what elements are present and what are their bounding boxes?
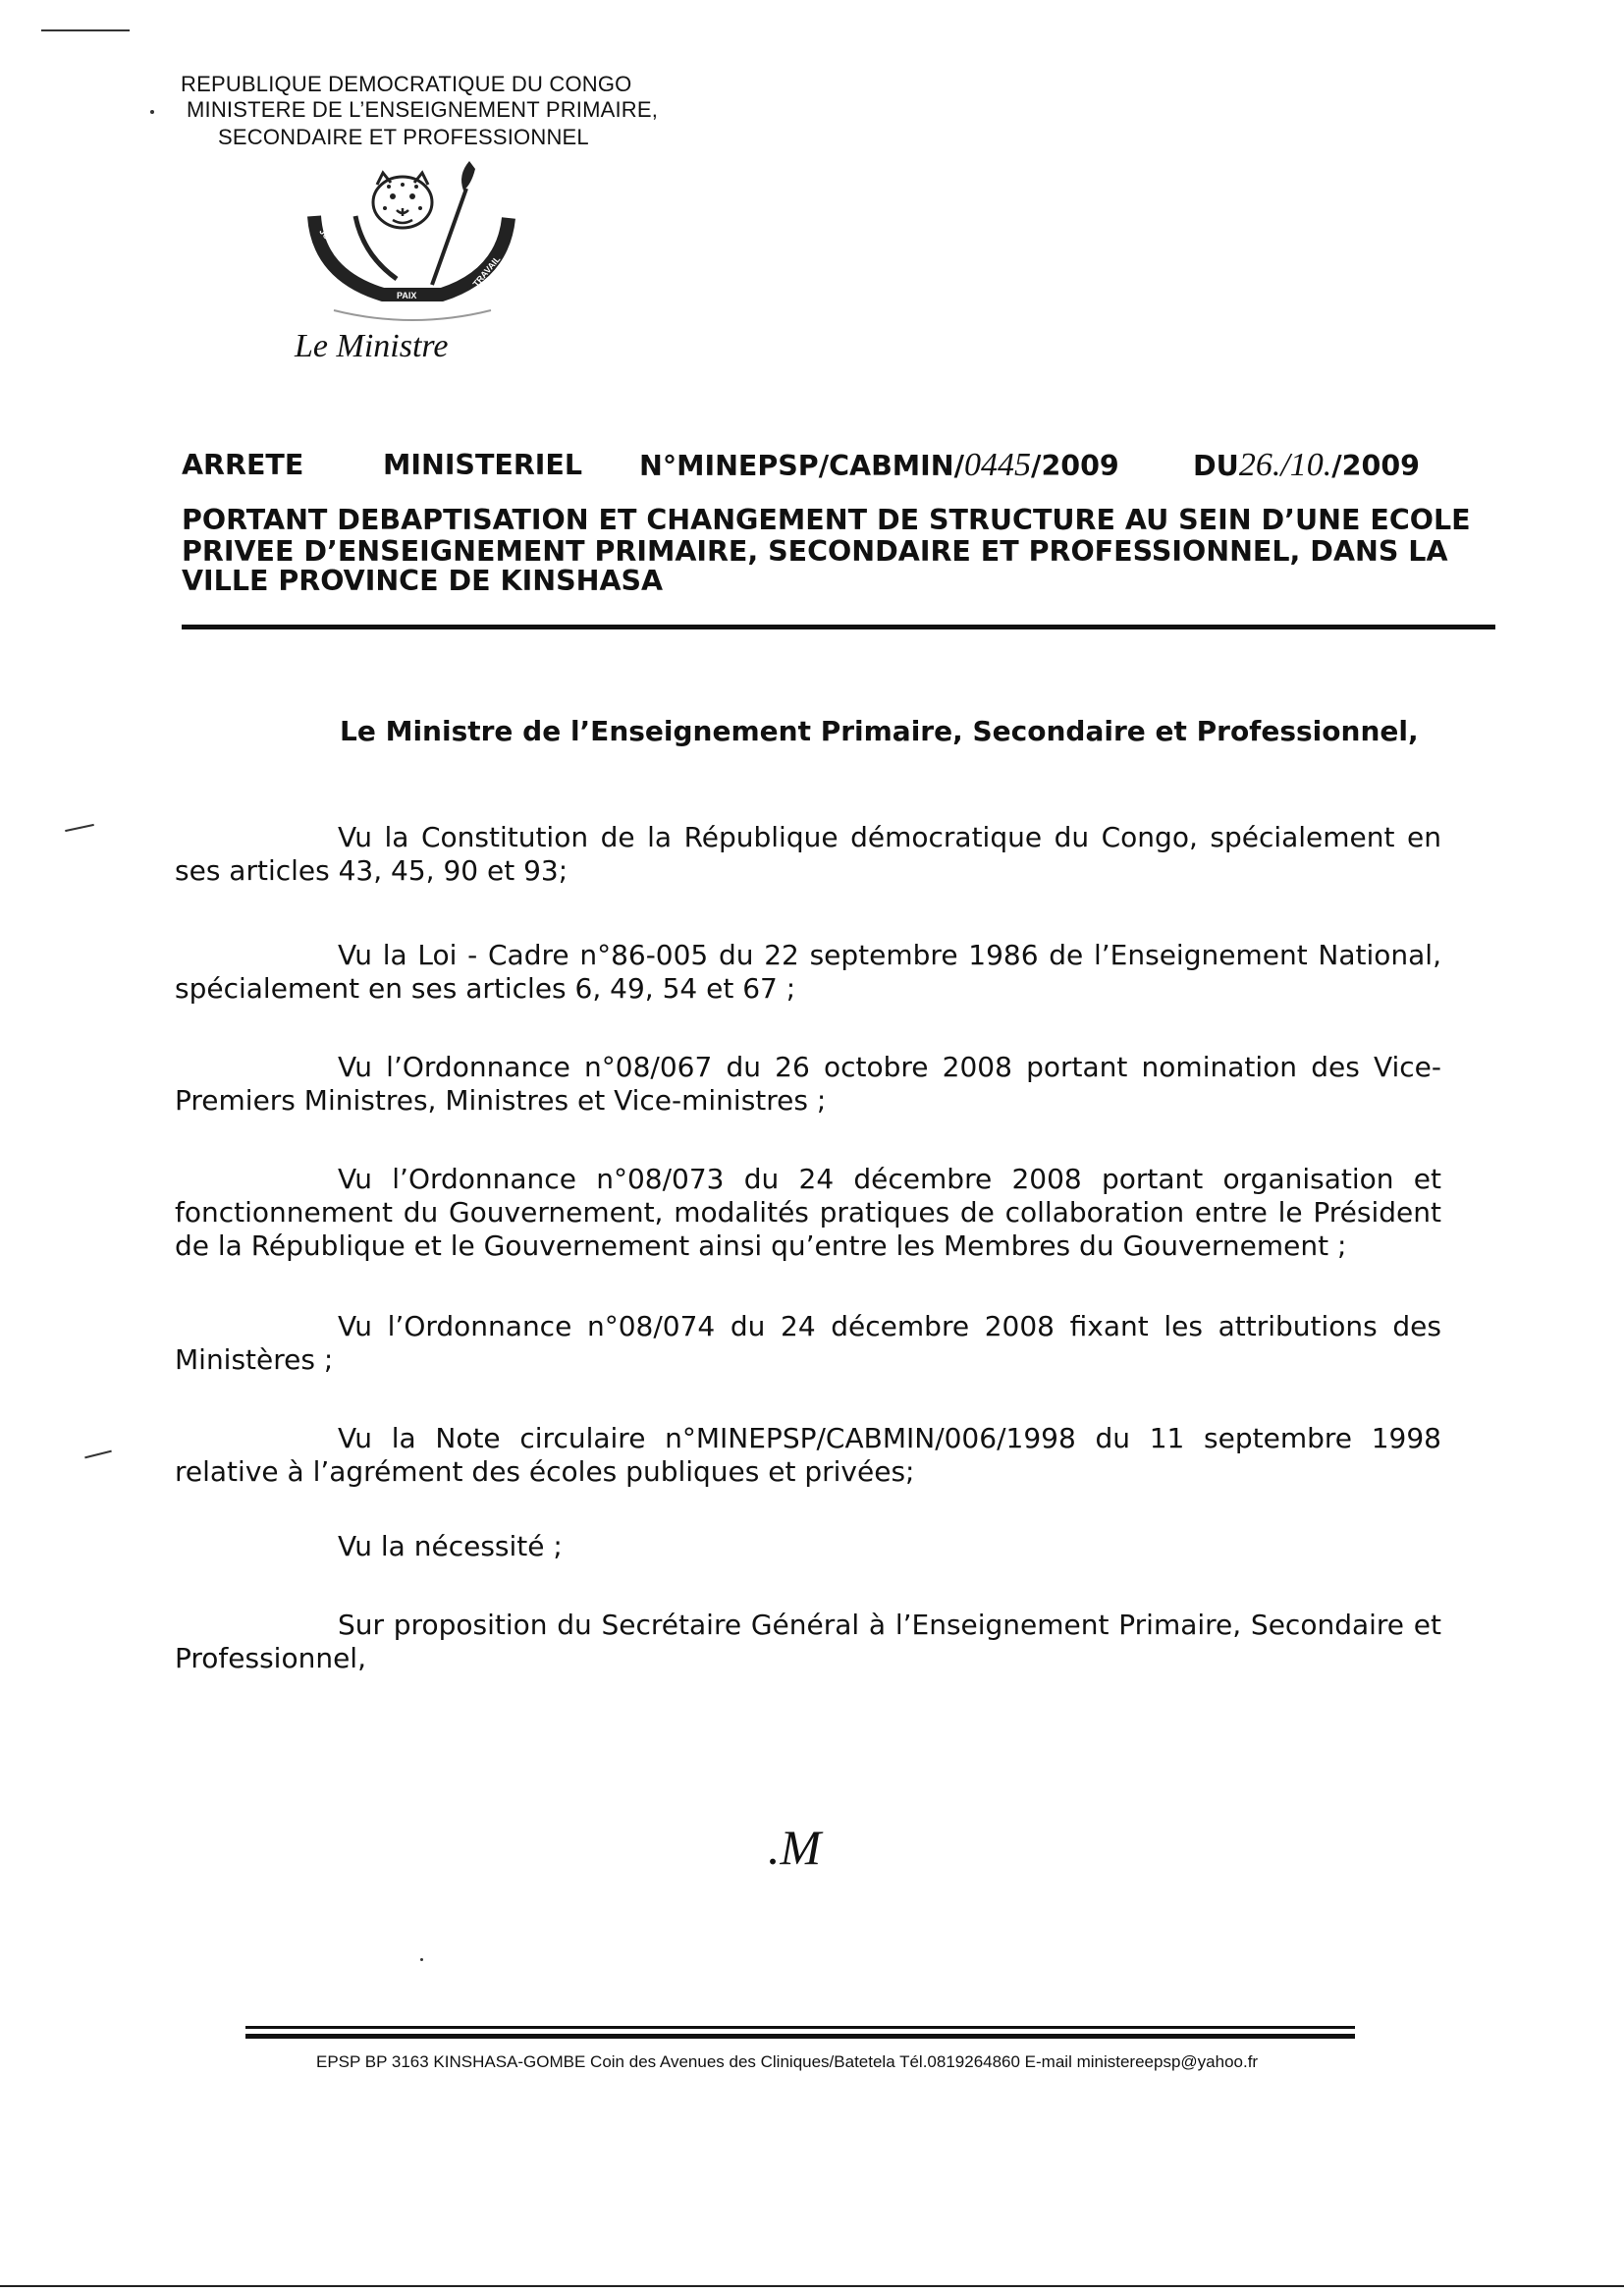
- spear-icon: [432, 161, 475, 285]
- preamble-paragraph: Vu la nécessité ;: [338, 1530, 563, 1562]
- scan-mark: [150, 110, 154, 114]
- decree-date-prefix: DU: [1193, 450, 1239, 482]
- motto-ribbon: [314, 216, 509, 300]
- motto-travail: TRAVAIL: [470, 253, 503, 290]
- footer-divider: [245, 2026, 1355, 2029]
- minister-heading: Le Ministre de l’Enseignement Primaire, Secondaire et Professionnel,: [340, 715, 1419, 747]
- title-arrete: ARRETE: [182, 449, 304, 481]
- decree-date: [1193, 447, 1420, 483]
- preamble-paragraph: Vu la Loi - Cadre n°86-005 du 22 septembre 1986 de l’Enseignement National, spécialement en ses articles 6, 49, 54 et 67 ;: [175, 939, 1441, 1005]
- preamble-paragraph: Vu la Constitution de la République démocratique du Congo, spécialement en ses articles 43, 45, 90 et 93;: [175, 821, 1441, 887]
- motto-justice: JUSTICE: [317, 226, 350, 262]
- scan-mark: [65, 824, 94, 832]
- title-ministeriel: MINISTERIEL: [383, 449, 583, 481]
- decree-number-handwritten: 0445: [964, 447, 1032, 483]
- handwritten-initials: .M: [768, 1820, 822, 1875]
- preamble-paragraph: Vu l’Ordonnance n°08/073 du 24 décembre 2008 portant organisation et fonctionnement du Gouvernement, modalités pratiques de collaboration entre le Président de la République et le Gouvernement ainsi qu’entre les Membres du Gouvernement ;: [175, 1163, 1441, 1262]
- title-divider: [182, 625, 1495, 629]
- preamble-paragraph: Vu la Note circulaire n°MINEPSP/CABMIN/006/1998 du 11 septembre 1998 relative à l’agrément des écoles publiques et privées;: [175, 1422, 1441, 1488]
- scan-mark: [41, 29, 130, 31]
- motto-paix: PAIX: [397, 291, 417, 300]
- decree-title-line2: PORTANT DEBAPTISATION ET CHANGEMENT DE STRUCTURE AU SEIN D’UNE ECOLE: [182, 504, 1471, 536]
- minister-label: Le Ministre: [295, 328, 449, 364]
- header-ministry-line1: MINISTERE DE L’ENSEIGNEMENT PRIMAIRE,: [187, 97, 659, 122]
- header-country: REPUBLIQUE DEMOCRATIQUE DU CONGO: [181, 72, 632, 96]
- decree-number-suffix: /2009: [1031, 450, 1119, 482]
- decree-number-prefix: N°MINEPSP/CABMIN/: [639, 450, 965, 482]
- scan-mark: [420, 1958, 423, 1961]
- decree-date-suffix: /2009: [1331, 450, 1420, 482]
- footer-divider: [245, 2034, 1355, 2039]
- preamble-paragraph: Vu l’Ordonnance n°08/067 du 26 octobre 2008 portant nomination des Vice-Premiers Ministres, Ministres et Vice-ministres ;: [175, 1051, 1441, 1117]
- decree-title-line4: VILLE PROVINCE DE KINSHASA: [182, 565, 664, 597]
- leopard-head-icon: [373, 173, 432, 228]
- decree-number: [639, 447, 1119, 483]
- footer-address: EPSP BP 3163 KINSHASA-GOMBE Coin des Avenues des Cliniques/Batetela Tél.0819264860 E-mail ministereepsp@yahoo.fr: [316, 2052, 1259, 2071]
- preamble-paragraph: Sur proposition du Secrétaire Général à l’Enseignement Primaire, Secondaire et Professionnel,: [175, 1609, 1441, 1674]
- header-ministry-line2: SECONDAIRE ET PROFESSIONNEL: [218, 125, 589, 149]
- page-bottom-edge: [0, 2285, 1624, 2287]
- scan-mark: [84, 1450, 112, 1459]
- decree-date-handwritten: 26./10.: [1238, 447, 1332, 483]
- emblem-base: [334, 310, 491, 320]
- leopard-coat-of-arms-icon: [295, 157, 540, 334]
- preamble-paragraph: Vu l’Ordonnance n°08/074 du 24 décembre 2008 fixant les attributions des Ministères ;: [175, 1310, 1441, 1376]
- decree-title-line3: PRIVEE D’ENSEIGNEMENT PRIMAIRE, SECONDAIRE ET PROFESSIONNEL, DANS LA: [182, 535, 1448, 568]
